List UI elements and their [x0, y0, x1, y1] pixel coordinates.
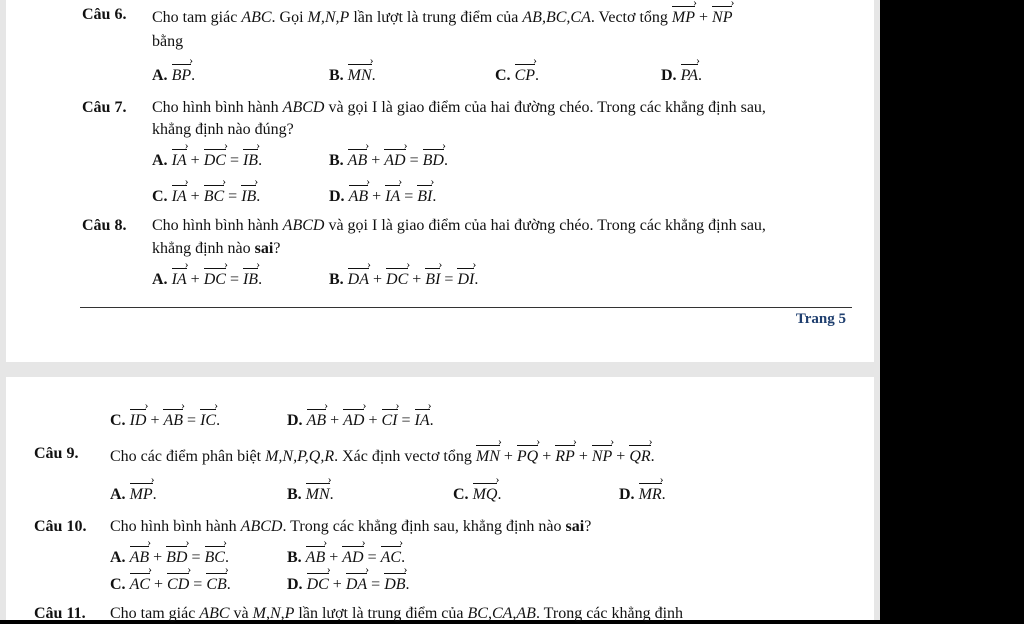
- question-9-option-a[interactable]: A. › MP.: [110, 481, 157, 505]
- question-8-text-line2: khẳng định nào sai?: [152, 240, 281, 257]
- question-6-label: Câu 6.: [82, 6, 127, 23]
- question-9-text: Cho các điểm phân biệt M,N,P,Q,R. Xác định vectơ tổng › MN + › PQ + › RP + › NP + › QR.: [110, 443, 655, 467]
- question-10-option-b[interactable]: B. › AB + › AD = › AC.: [287, 544, 405, 568]
- document-page-5: [6, 0, 874, 362]
- question-8-label: Câu 8.: [82, 217, 127, 234]
- question-9-option-b[interactable]: B. › MN.: [287, 481, 334, 505]
- question-10-option-c[interactable]: C. › AC + › CD = › CB.: [110, 571, 231, 595]
- question-7-text-line2: khẳng định nào đúng?: [152, 121, 294, 138]
- question-9-option-d[interactable]: D. › MR.: [619, 481, 666, 505]
- question-7-label: Câu 7.: [82, 99, 127, 116]
- question-7-text: Cho hình bình hành ABCD và gọi I là giao điểm của hai đường chéo. Trong các khẳng định sau,: [152, 99, 766, 116]
- question-7-option-c[interactable]: C. › IA + › BC = › IB.: [152, 183, 260, 207]
- question-10-option-a[interactable]: A. › AB + › BD = › BC.: [110, 544, 229, 568]
- question-11-label: Câu 11.: [34, 605, 86, 622]
- question-6-option-b[interactable]: B. › MN.: [329, 62, 376, 86]
- question-6-option-c[interactable]: C. › CP.: [495, 62, 539, 86]
- question-10-text: Cho hình bình hành ABCD. Trong các khẳng định sau, khẳng định nào sai?: [110, 518, 592, 535]
- question-6-text: Cho tam giác ABC. Gọi M,N,P lần lượt là trung điểm của AB,BC,CA. Vectơ tổng › MP + › NP: [152, 4, 732, 28]
- question-8-option-a[interactable]: A. › IA + › DC = › IB.: [152, 266, 262, 290]
- question-7-option-d[interactable]: D. › AB + › IA = › BI.: [329, 183, 436, 207]
- footer-divider: [80, 307, 852, 308]
- question-8-option-d[interactable]: D. › AB + › AD + › CI = › IA.: [287, 407, 434, 431]
- question-9-label: Câu 9.: [34, 445, 79, 462]
- question-9-option-c[interactable]: C. › MQ.: [453, 481, 501, 505]
- document-page-6: [6, 377, 874, 620]
- question-10-label: Câu 10.: [34, 518, 87, 535]
- page-number: Trang 5: [795, 311, 846, 327]
- question-8-option-c[interactable]: C. › ID + › AB = › IC.: [110, 407, 220, 431]
- question-6-text-line2: bằng: [152, 33, 184, 50]
- question-6-option-d[interactable]: D. › PA.: [661, 62, 702, 86]
- question-11-text: Cho tam giác ABC và M,N,P lần lượt là trung điểm của BC,CA,AB. Trong các khẳng định: [110, 605, 684, 622]
- question-7-option-b[interactable]: B. › AB + › AD = › BD.: [329, 147, 448, 171]
- question-8-text: Cho hình bình hành ABCD và gọi I là giao điểm của hai đường chéo. Trong các khẳng định sau,: [152, 217, 766, 234]
- question-6-option-a[interactable]: A. › BP.: [152, 62, 195, 86]
- question-8-option-b[interactable]: B. › DA + › DC + › BI = › DI.: [329, 266, 478, 290]
- question-7-option-a[interactable]: A. › IA + › DC = › IB.: [152, 147, 262, 171]
- question-10-option-d[interactable]: D. › DC + › DA = › DB.: [287, 571, 410, 595]
